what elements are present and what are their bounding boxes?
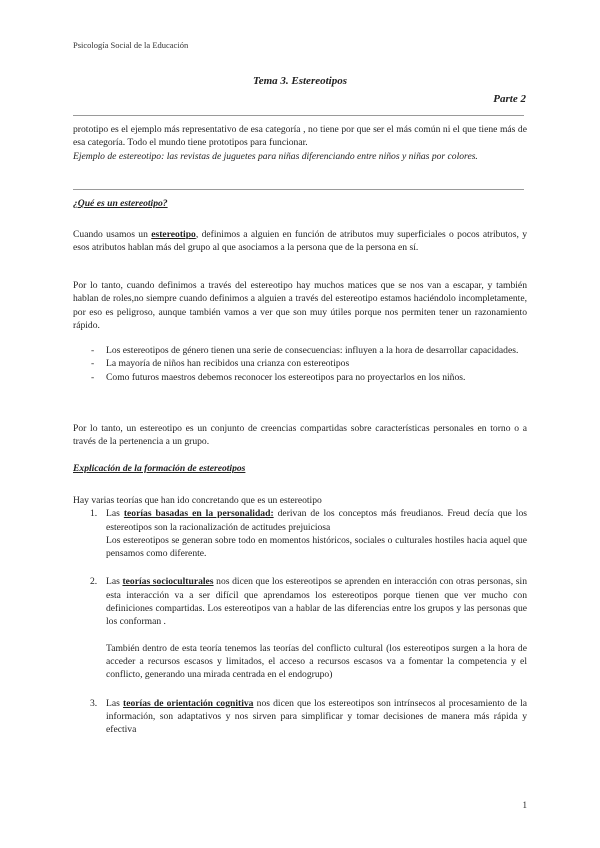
- bullet-item: - Como futuros maestros debemos reconocer los estereotipos para no proyectarlos en los niños.: [73, 371, 527, 384]
- section-heading-what-is: ¿Qué es un estereotipo?: [73, 198, 168, 209]
- item-number: 1.: [90, 508, 98, 520]
- item-term: teorías de orientación cognitiva: [123, 697, 254, 709]
- item-extra: También dentro de esta teoría tenemos las teorías del conflicto cultural (los estereotipos surgen a la hora de acceder a recursos escasos y limitados, el acceso a recursos escasos va a fomentar la competencia y el conflicto, generando una mirada centrada en el endogrupo): [106, 642, 527, 681]
- theory-item-1: [73, 507, 527, 560]
- section1-p2: [73, 279, 527, 332]
- item-text: nos dicen que los estereotipos se aprenden en interacción con otras personas, sin esta interacción va a ser difícil que aprendamos los estereotipos porque tienen que ver mucho con definiciones compartidas. Los estereotipos van a hablar de las diferencias entre los grupos y las personas que los conforman .: [106, 576, 527, 628]
- item-lead: Las: [106, 508, 124, 520]
- intro-paragraph: prototipo es el ejemplo más representativo de esa categoría , no tiene por que ser el más común ni el que tiene más de esa categoría. Todo el mundo tiene prototipos para funcionar.: [73, 124, 527, 149]
- section-heading-formation: Explicación de la formación de estereotipos: [73, 463, 246, 474]
- item-term: teorías basadas en la personalidad:: [123, 508, 274, 520]
- item-lead: Las: [106, 697, 124, 709]
- theory-item-2: [73, 575, 527, 681]
- theories-list: [73, 507, 527, 736]
- theory-item-3: [73, 697, 527, 737]
- page-number: 1: [522, 800, 527, 810]
- page-title: Tema 3. Estereotipos: [252, 75, 347, 87]
- item-number: 2.: [90, 576, 98, 588]
- p1-lead: Cuando usamos un: [73, 229, 152, 240]
- running-header: Psicología Social de la Educación: [73, 40, 189, 50]
- item-term: teorías socioculturales: [122, 576, 214, 588]
- divider-bottom: [73, 189, 524, 190]
- section1-p3: [73, 422, 527, 449]
- bullet-list-block: [73, 344, 527, 384]
- term-estereotipo: estereotipo: [151, 229, 196, 240]
- paragraph: Por lo tanto, cuando definimos a través del estereotipo hay muchos matices que se nos van a escapar, y también hablan de roles,no siempre cuando definimos a alguien a través del estereotipo estamos haciéndolo incompletamente, por eso es peligroso, aunque también vamos a ver que son muy útiles porque nos permiten tener un razonamiento rápido.: [73, 280, 527, 331]
- p1-rest: , definimos a alguien en función de atributos muy superficiales o pocos atributos, y esos atributos hablan más del grupo al que asociamos a la persona que de la persona en sí.: [73, 229, 527, 254]
- intro-block: [73, 123, 527, 163]
- item-lead: Las: [106, 576, 123, 588]
- paragraph: Por lo tanto, un estereotipo es un conjunto de creencias compartidas sobre características personales en torno o a través de la pertenencia a un grupo.: [73, 423, 527, 448]
- item-number: 3.: [90, 697, 98, 709]
- bullet-item: - La mayoría de niños han recibidos una crianza con estereotipos: [73, 357, 527, 370]
- item-extra: Los estereotipos se generan sobre todo en momentos históricos, sociales o culturales hostiles hacia aquel que pensamos como diferente.: [106, 534, 527, 560]
- item-text: nos dicen que los estereotipos son intrínsecos al procesamiento de la información, son adaptativos y nos sirven para simplificar y tomar decisiones de manera más rápida y efectiva: [106, 697, 527, 736]
- bullet-item: - Los estereotipos de género tienen una serie de consecuencias: influyen a la hora de desarrollar capacidades.: [73, 344, 527, 357]
- divider-top: [73, 115, 524, 116]
- page-subtitle: Parte 2: [493, 93, 526, 105]
- section2-block: [73, 494, 527, 736]
- section1-p1: [73, 228, 527, 255]
- section2-intro: Hay varias teorías que han ido concretando que es un estereotipo: [73, 495, 322, 506]
- bullet-list: [73, 344, 527, 384]
- intro-example: Ejemplo de estereotipo: las revistas de juguetes para niñas diferenciando entre niños y niñas por colores.: [73, 150, 478, 162]
- item-text: derivan de los conceptos más freudianos. Freud decía que los estereotipos son la racionalización de actitudes prejuiciosa: [106, 508, 527, 533]
